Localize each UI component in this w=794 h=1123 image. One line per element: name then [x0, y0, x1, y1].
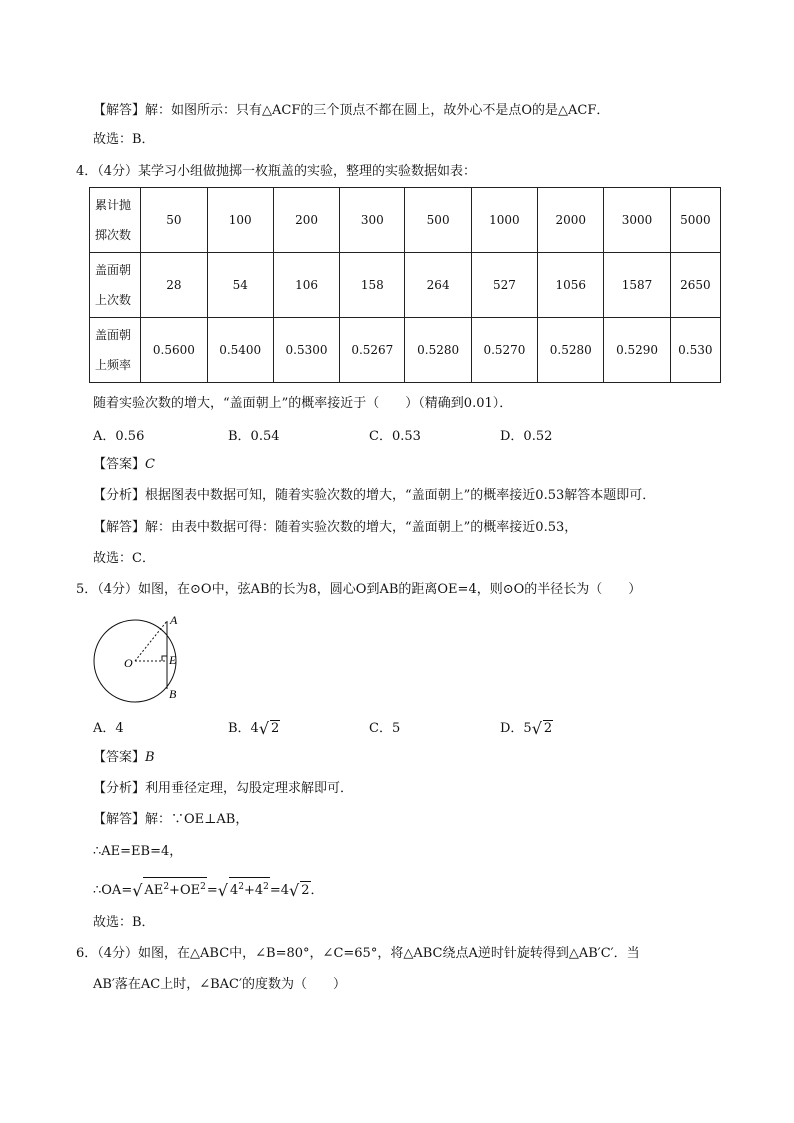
row-header: 盖面朝 上频率: [90, 318, 141, 383]
q5-choose: 故选：B．: [93, 915, 155, 930]
table-cell: 1056: [538, 253, 604, 318]
analysis-tag: 【分析】: [93, 488, 146, 503]
answer-value: B: [145, 750, 155, 765]
q4-solution-line: [93, 519, 577, 537]
q5-solution-line: [93, 811, 248, 829]
label-o: O: [124, 656, 133, 670]
label-b: B: [169, 687, 177, 701]
table-cell: 0.5600: [141, 318, 207, 383]
row-header: 盖面朝 上次数: [90, 253, 141, 318]
q4-option-c: C．0.53: [369, 429, 421, 444]
q4-stem: 4．（4分）某学习小组做抛掷一枚瓶盖的实验，整理的实验数据如表：: [76, 164, 477, 179]
q5-step2: ∴OA=√ $AE^2+OE^2=√$ $4^2+4^2=4√$ 2．: [93, 877, 324, 900]
q4-option-b: B．0.54: [228, 429, 280, 444]
table-cell: 500: [405, 188, 471, 253]
table-cell: 0.5300: [273, 318, 339, 383]
table-cell: 158: [340, 253, 405, 318]
table-cell: 200: [273, 188, 339, 253]
q5-answer-line: [93, 749, 155, 767]
analysis-text: 利用垂径定理，勾股定理求解即可．: [145, 781, 354, 796]
radicand-2: $4^2+4^2$: [229, 877, 270, 900]
solution-tag: 【解答】: [93, 812, 146, 827]
table-cell: 300: [340, 188, 405, 253]
q4-option-d: D．0.52: [500, 429, 553, 444]
label-e: E: [169, 653, 177, 667]
table-cell: 1587: [604, 253, 670, 318]
radicand-3: 2: [301, 883, 310, 898]
q5-option-c: C．5: [369, 721, 401, 736]
table-cell: 0.5270: [471, 318, 537, 383]
solution-text: 解：由表中数据可得：随着实验次数的增大，“盖面朝上”的概率接近0.53，: [145, 520, 578, 535]
table-cell: 0.5280: [405, 318, 471, 383]
segment-oa: [135, 621, 167, 661]
right-angle-mark: [162, 656, 167, 661]
table-cell: 0.5290: [604, 318, 670, 383]
q5-stem: 5．（4分）如图，在⊙O中，弦AB的长为8，圆心O到AB的距离OE=4，则⊙O的半径长为（ ）: [76, 582, 642, 597]
analysis-text: 根据图表中数据可知，随着实验次数的增大，“盖面朝上”的概率接近0.53解答本题即可．: [145, 488, 656, 503]
q5-analysis-line: [93, 780, 353, 798]
answer-tag: 【答案】: [93, 457, 146, 472]
table-cell: 2000: [538, 188, 604, 253]
circle-figure: [88, 610, 198, 705]
q6-line1: 6．（4分）如图，在△ABC中，∠B=80°，∠C=65°，将△ABC绕点A逆时针旋转得到△AB′C′．当: [76, 946, 640, 961]
table-cell: 1000: [471, 188, 537, 253]
q4-question: 随着实验次数的增大，“盖面朝上”的概率接近于（ ）（精确到0.01）．: [93, 396, 513, 411]
analysis-tag: 【分析】: [93, 781, 146, 796]
q5-option-a: A．4: [93, 721, 124, 736]
radicand-1: $AE^2+OE^2$: [143, 877, 206, 900]
table-cell: 0.530: [670, 318, 720, 383]
row-header: 累计抛 掷次数: [90, 188, 141, 253]
solution-tag: 【解答】: [93, 520, 146, 535]
solution-text: 解：∵OE⊥AB，: [145, 812, 249, 827]
solution-text: 解：如图所示：只有△ACF的三个顶点不都在圆上，故外心不是点O的是△ACF．: [145, 103, 610, 118]
answer-value: C: [145, 457, 155, 472]
table-row: [90, 318, 721, 383]
table-cell: 54: [207, 253, 273, 318]
table-cell: 2650: [670, 253, 720, 318]
table-cell: 264: [405, 253, 471, 318]
answer-tag: 【答案】: [93, 750, 146, 765]
q4-answer-line: [93, 456, 155, 474]
table-cell: 100: [207, 188, 273, 253]
table-cell: 106: [273, 253, 339, 318]
table-cell: 527: [471, 253, 537, 318]
solution-tag: 【解答】: [93, 103, 146, 118]
table-cell: 0.5280: [538, 318, 604, 383]
q3-choose: 故选：B．: [93, 132, 155, 147]
table-cell: 5000: [670, 188, 720, 253]
q5-option-d: D．5√ 2: [500, 719, 553, 738]
table-cell: 3000: [604, 188, 670, 253]
q5-option-b: B．4√ 2: [228, 719, 280, 738]
q4-analysis-line: [93, 487, 655, 505]
label-a: A: [170, 613, 178, 627]
table-cell: 0.5267: [340, 318, 405, 383]
table-row: [90, 188, 721, 253]
data-table: [89, 187, 721, 383]
q6-line2: AB′落在AC上时，∠BAC′的度数为（ ）: [93, 977, 346, 992]
q4-choose: 故选：C．: [93, 551, 155, 566]
q4-option-a: A．0.56: [93, 429, 145, 444]
q5-step1: ∴AE=EB=4，: [93, 844, 183, 859]
table-cell: 50: [141, 188, 207, 253]
table-cell: 0.5400: [207, 318, 273, 383]
table-cell: 28: [141, 253, 207, 318]
q3-solution-line: [93, 102, 609, 120]
table-row: [90, 253, 721, 318]
